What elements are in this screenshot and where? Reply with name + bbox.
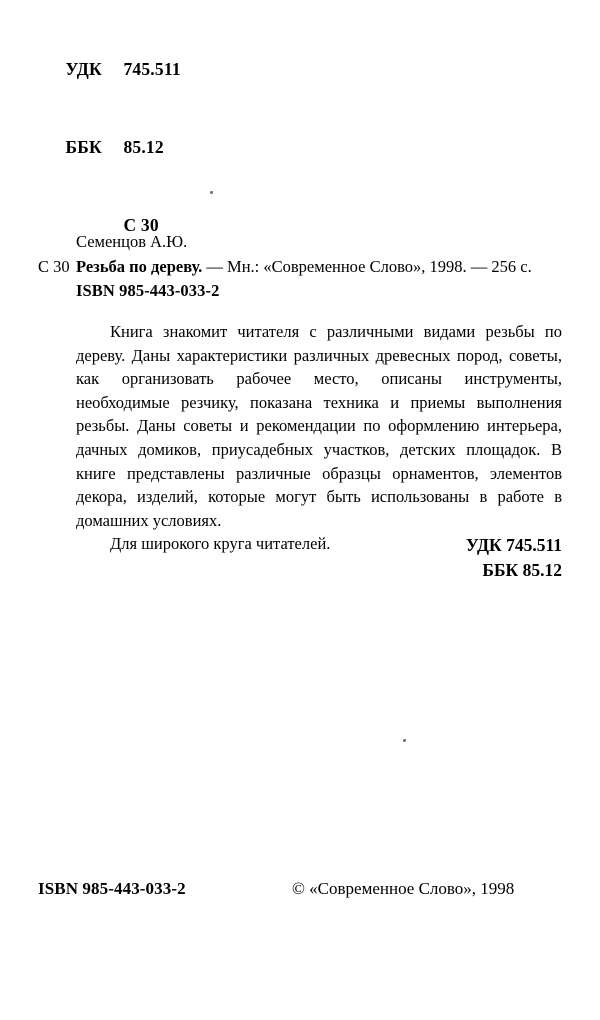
- udk-label-top: УДК: [65, 59, 102, 79]
- annotation-block: [76, 320, 562, 556]
- record-author: Семенцов А.Ю.: [76, 232, 188, 251]
- annotation-paragraph-2: Для широкого круга читателей.: [110, 534, 331, 554]
- udk-row-top: [38, 30, 181, 108]
- annotation-paragraph-1: Книга знакомит читателя с различными видами резьбы по дереву. Даны характеристики различных древесных пород, советы, как организовать рабочее место, описаны инструменты, необходимые резчику, показана техника и приемы выполнения резьбы. Даны советы и рекомендации по оформлению интерьера, дачных домиков, приусадебных участков, детских площадок. В книге представлены различные образцы орнаментов, элементов декора, изделий, которые могут быть использованы в работе в домашних условиях.: [76, 322, 562, 530]
- udk-repeat: УДК 745.511: [465, 535, 562, 555]
- classification-block-repeat: [466, 533, 562, 583]
- bibliographic-record: [38, 230, 562, 304]
- bbk-value-top: 85.12: [123, 137, 164, 157]
- classification-block-top: [38, 30, 181, 264]
- scan-speck-lower: [403, 739, 406, 742]
- record-description-body: [76, 255, 562, 280]
- record-sigil: С 30: [38, 256, 70, 276]
- record-title: Резьба по дереву.: [76, 256, 203, 276]
- record-isbn: ISBN 985-443-033-2: [76, 281, 220, 300]
- record-imprint: — Мн.: «Современное Слово», 1998. — 256 с.: [202, 256, 532, 276]
- bbk-label-top: ББК: [65, 137, 102, 157]
- record-description: [38, 255, 562, 280]
- footer-copyright: © «Современное Слово», 1998: [292, 879, 515, 898]
- udk-value-top: 745.511: [123, 59, 181, 79]
- scan-speck-upper: [210, 191, 213, 194]
- bbk-row-top: [38, 108, 181, 186]
- bbk-repeat: ББК 85.12: [482, 560, 562, 580]
- footer-isbn: ISBN 985-443-033-2: [38, 879, 186, 898]
- author-sigil-top-value: С 30: [123, 215, 159, 235]
